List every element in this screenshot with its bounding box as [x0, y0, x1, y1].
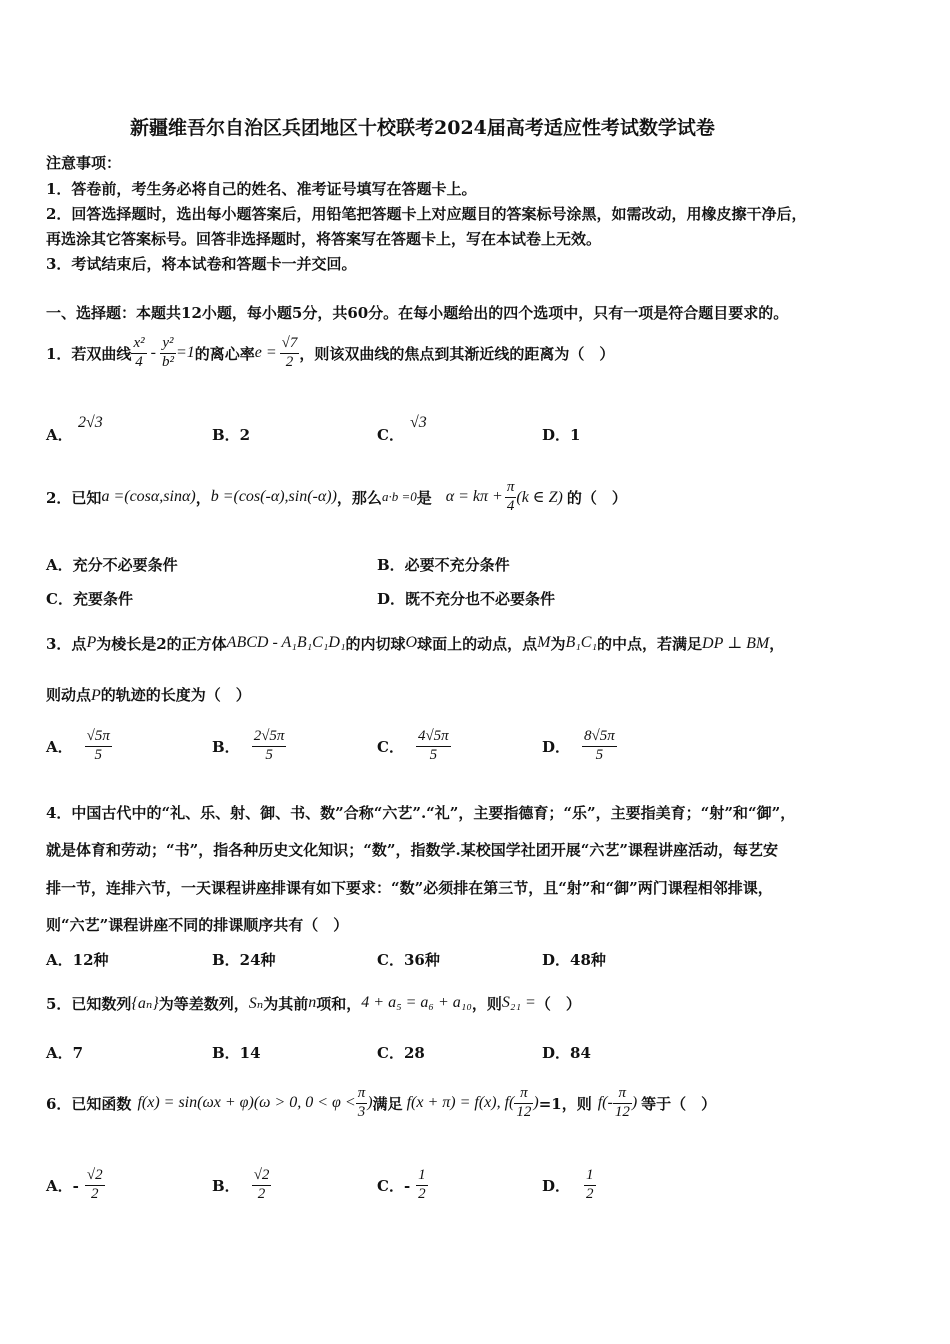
q5-text-6: （ ） — [535, 994, 581, 1013]
q6-ask-fraction — [613, 1085, 632, 1121]
q3-option-d-frac — [582, 728, 617, 764]
q3-text-1: 3．点 — [46, 634, 87, 653]
q3-b1c1: B₁C₁ — [565, 634, 598, 651]
q6-ask: f(- — [597, 1094, 613, 1111]
q6-function: f(x) = sin(ωx + φ)(ω > 0, 0 < φ < — [137, 1094, 356, 1111]
q6-d-num: 1 — [584, 1167, 596, 1185]
q1-ecc-num: √7 — [280, 335, 300, 353]
q1-option-a[interactable]: A． — [46, 426, 73, 444]
q5-option-c[interactable]: C．28 — [377, 1044, 425, 1062]
q3-option-a-frac — [85, 728, 112, 764]
q2-kz: (k ∈ Z) — [516, 489, 563, 506]
q1-ecc-den: 2 — [285, 353, 294, 370]
q3-option-d-label: D． — [542, 737, 571, 756]
q3-a-den: 5 — [94, 746, 103, 763]
q1-option-c-value: √3 — [410, 414, 427, 431]
q3-line-2 — [46, 684, 251, 705]
q6-option-b[interactable] — [212, 1160, 271, 1210]
q3-line2-text-2: 的轨迹的长度为（ ） — [100, 686, 251, 704]
q3-o: O — [405, 634, 418, 651]
q6-a-den: 2 — [90, 1185, 99, 1202]
q2-option-a[interactable]: A．充分不必要条件 — [46, 556, 178, 574]
q5-text-3: 为其前 — [263, 994, 309, 1013]
q4-option-a[interactable]: A．12种 — [46, 951, 109, 969]
q4-line-2: 就是体育和劳动；“书”，指各种历史文化知识；“数”，指数学.某校国学社团开展“六艺”课程讲座活动，每艺安 — [46, 841, 778, 859]
q1-option-d[interactable]: D．1 — [542, 426, 581, 444]
q6-option-c-label: C．- — [377, 1176, 411, 1195]
q6-ask-num: π — [613, 1085, 632, 1103]
q3-text-3: 的内切球 — [345, 634, 406, 653]
page-title: 新疆维吾尔自治区兵团地区十校联考2024届高考适应性考试数学试卷 — [130, 117, 715, 139]
q3-option-c-frac — [416, 728, 451, 764]
q3-option-d[interactable] — [542, 722, 617, 770]
notice-item-3: 3．考试结束后，将本试卷和答题卡一并交回。 — [46, 255, 357, 273]
q6-cond-close: ) — [533, 1094, 539, 1111]
q3-option-a[interactable] — [46, 722, 112, 770]
q3-text-4: 球面上的动点，点 — [417, 634, 538, 653]
q2-text-3: 是 — [416, 488, 432, 507]
q2-comma: ， — [195, 488, 211, 507]
q5-text-5: ，则 — [471, 994, 502, 1013]
q2-alpha: α = kπ + — [445, 488, 503, 505]
q4-line-1: 4．中国古代中的“礼、乐、射、御、书、数”合称“六艺”.“礼”，主要指德育；“乐”，主要指美育；“射”和“御”， — [46, 804, 796, 822]
q6-option-c[interactable] — [377, 1160, 428, 1210]
q6-option-b-label: B． — [212, 1176, 240, 1195]
question-5 — [46, 985, 581, 1021]
q6-text-4: 等于（ ） — [641, 1094, 717, 1113]
q1-option-c[interactable]: C． — [377, 426, 404, 444]
q6-text-2: 满足 — [372, 1094, 403, 1113]
q6-condition: f(x + π) = f(x), f( — [406, 1094, 515, 1111]
q1-x-den: 4 — [135, 353, 143, 370]
q4-option-c[interactable]: C．36种 — [377, 951, 440, 969]
q1-y-num: y² — [160, 335, 176, 353]
q6-option-a[interactable] — [46, 1160, 105, 1210]
q3-b-num: 2√5π — [252, 728, 287, 746]
q3-perp: DP ⊥ BM — [702, 635, 770, 652]
q6-cond-fraction — [514, 1085, 533, 1121]
q3-text-5: 为 — [550, 634, 566, 653]
q6-option-a-frac — [85, 1167, 105, 1203]
q5-sn: Sₙ — [248, 995, 264, 1012]
q3-line2-p: P — [91, 687, 101, 704]
q3-c-num: 4√5π — [416, 728, 451, 746]
q3-option-a-label: A． — [46, 737, 73, 756]
q1-option-a-value: 2√3 — [78, 414, 103, 431]
q6-cond-den: 12 — [516, 1103, 532, 1120]
q3-line2-text-1: 则动点 — [46, 686, 92, 704]
q3-p: P — [86, 634, 97, 651]
section-heading: 一、选择题：本题共12小题，每小题5分，共60分。在每小题给出的四个选项中，只有一项是符合题目要求的。 — [46, 304, 789, 322]
notice-item-2-cont: 再选涂其它答案标号。回答非选择题时，将答案写在答题卡上，写在本试卷上无效。 — [46, 230, 602, 248]
q3-option-b[interactable] — [212, 722, 286, 770]
q2-frac-num: π — [505, 479, 517, 497]
q2-vector-a: a =(cosα,sinα) — [101, 488, 196, 505]
q6-phi-fraction — [356, 1085, 368, 1121]
q2-option-b[interactable]: B．必要不充分条件 — [377, 556, 510, 574]
notice-heading: 注意事项： — [46, 154, 122, 172]
q4-option-b[interactable]: B．24种 — [212, 951, 276, 969]
q3-b-den: 5 — [265, 746, 273, 763]
q1-fraction-x — [131, 335, 146, 371]
q5-option-d[interactable]: D．84 — [542, 1044, 591, 1062]
notice-item-2: 2．回答选择题时，选出每小题答案后，用铅笔把答题卡上对应题目的答案标号涂黑，如需改动，用橡皮擦干净后， — [46, 205, 807, 223]
q1-minus: - — [150, 344, 156, 361]
q2-text-1: 2．已知 — [46, 488, 102, 507]
q1-eq: =1 — [175, 344, 195, 361]
q4-line-4: 则“六艺”课程讲座不同的排课顺序共有（ ） — [46, 916, 349, 934]
q6-phi-den: 3 — [357, 1103, 366, 1120]
q6-a-num: √2 — [85, 1167, 105, 1185]
q6-text-3: =1，则 — [538, 1094, 592, 1113]
q6-option-d-label: D． — [542, 1176, 571, 1195]
q6-phi-num: π — [356, 1085, 368, 1103]
q2-frac-den: 4 — [506, 497, 515, 514]
q5-option-a[interactable]: A．7 — [46, 1044, 84, 1062]
q6-option-d-frac — [584, 1167, 596, 1203]
q5-s21: S₂₁ = — [501, 994, 536, 1011]
q6-option-a-label: A．- — [46, 1176, 79, 1195]
q3-cube: ABCD - A₁B₁C₁D₁ — [226, 634, 346, 651]
q1-text-1: 1．若双曲线 — [46, 344, 132, 363]
q3-option-c-label: C． — [377, 737, 404, 756]
q6-c-den: 2 — [418, 1185, 426, 1202]
q1-e: e = — [254, 344, 277, 361]
q6-function-close: ) — [367, 1094, 373, 1111]
q3-option-b-label: B． — [212, 737, 240, 756]
q1-fraction-y — [160, 335, 176, 371]
q1-y-den: b² — [161, 353, 174, 370]
q3-option-b-frac — [252, 728, 287, 764]
q6-b-num: √2 — [252, 1167, 272, 1185]
q3-text-6: 的中点，若满足 — [597, 634, 703, 653]
q6-option-d[interactable] — [542, 1160, 596, 1210]
q2-text-4: 的（ ） — [566, 488, 627, 507]
q1-text-3: ，则该双曲线的焦点到其渐近线的距离为（ ） — [299, 344, 615, 363]
q2-text-2: ，那么 — [336, 488, 382, 507]
q3-m: M — [537, 634, 551, 651]
q3-text-7: ， — [769, 634, 785, 653]
question-2 — [46, 472, 627, 522]
q6-c-num: 1 — [416, 1167, 428, 1185]
q4-option-d[interactable]: D．48种 — [542, 951, 606, 969]
q1-option-b[interactable]: B．2 — [212, 426, 251, 444]
q5-text-2: 为等差数列， — [158, 994, 249, 1013]
q5-an: {aₙ} — [131, 995, 159, 1012]
q2-option-d[interactable]: D．既不充分也不必要条件 — [377, 590, 556, 608]
q3-text-2: 为棱长是2的正方体 — [96, 634, 227, 653]
question-6 — [46, 1078, 716, 1128]
q6-ask-close: ) — [631, 1094, 638, 1111]
q6-ask-den: 12 — [614, 1103, 630, 1120]
q5-equation: 4 + a₅ = a₆ + a₁₀ — [361, 994, 472, 1011]
q2-condition: a·b =0 — [381, 489, 417, 504]
q2-option-c[interactable]: C．充要条件 — [46, 590, 133, 608]
q3-option-c[interactable] — [377, 722, 451, 770]
q6-cond-num: π — [514, 1085, 533, 1103]
q3-c-den: 5 — [429, 746, 438, 763]
q6-text-1: 6．已知函数 — [46, 1094, 132, 1113]
q5-n: n — [308, 994, 317, 1011]
q6-option-c-frac — [416, 1167, 428, 1203]
q3-a-num: √5π — [85, 728, 112, 746]
question-3 — [46, 626, 784, 660]
q2-fraction — [505, 479, 517, 515]
q6-option-b-frac — [252, 1167, 272, 1203]
q5-text-4: 项和， — [316, 994, 362, 1013]
q1-text-2: 的离心率 — [194, 344, 255, 363]
q6-d-den: 2 — [586, 1185, 594, 1202]
q4-line-3: 排一节，连排六节，一天课程讲座排课有如下要求：“数”必须排在第三节，且“射”和“御”两门课程相邻排课， — [46, 879, 773, 897]
notice-item-1: 1．答卷前，考生务必将自己的姓名、准考证号填写在答题卡上。 — [46, 180, 477, 198]
question-1 — [46, 328, 614, 378]
q5-text-1: 5．已知数列 — [46, 994, 132, 1013]
q1-ecc-fraction — [280, 335, 300, 371]
q5-option-b[interactable]: B．14 — [212, 1044, 261, 1062]
q3-d-num: 8√5π — [582, 728, 617, 746]
q6-b-den: 2 — [257, 1185, 266, 1202]
q3-d-den: 5 — [595, 746, 604, 763]
q2-vector-b: b =(cos(-α),sin(-α)) — [210, 488, 337, 505]
q1-x-num: x² — [131, 335, 146, 353]
